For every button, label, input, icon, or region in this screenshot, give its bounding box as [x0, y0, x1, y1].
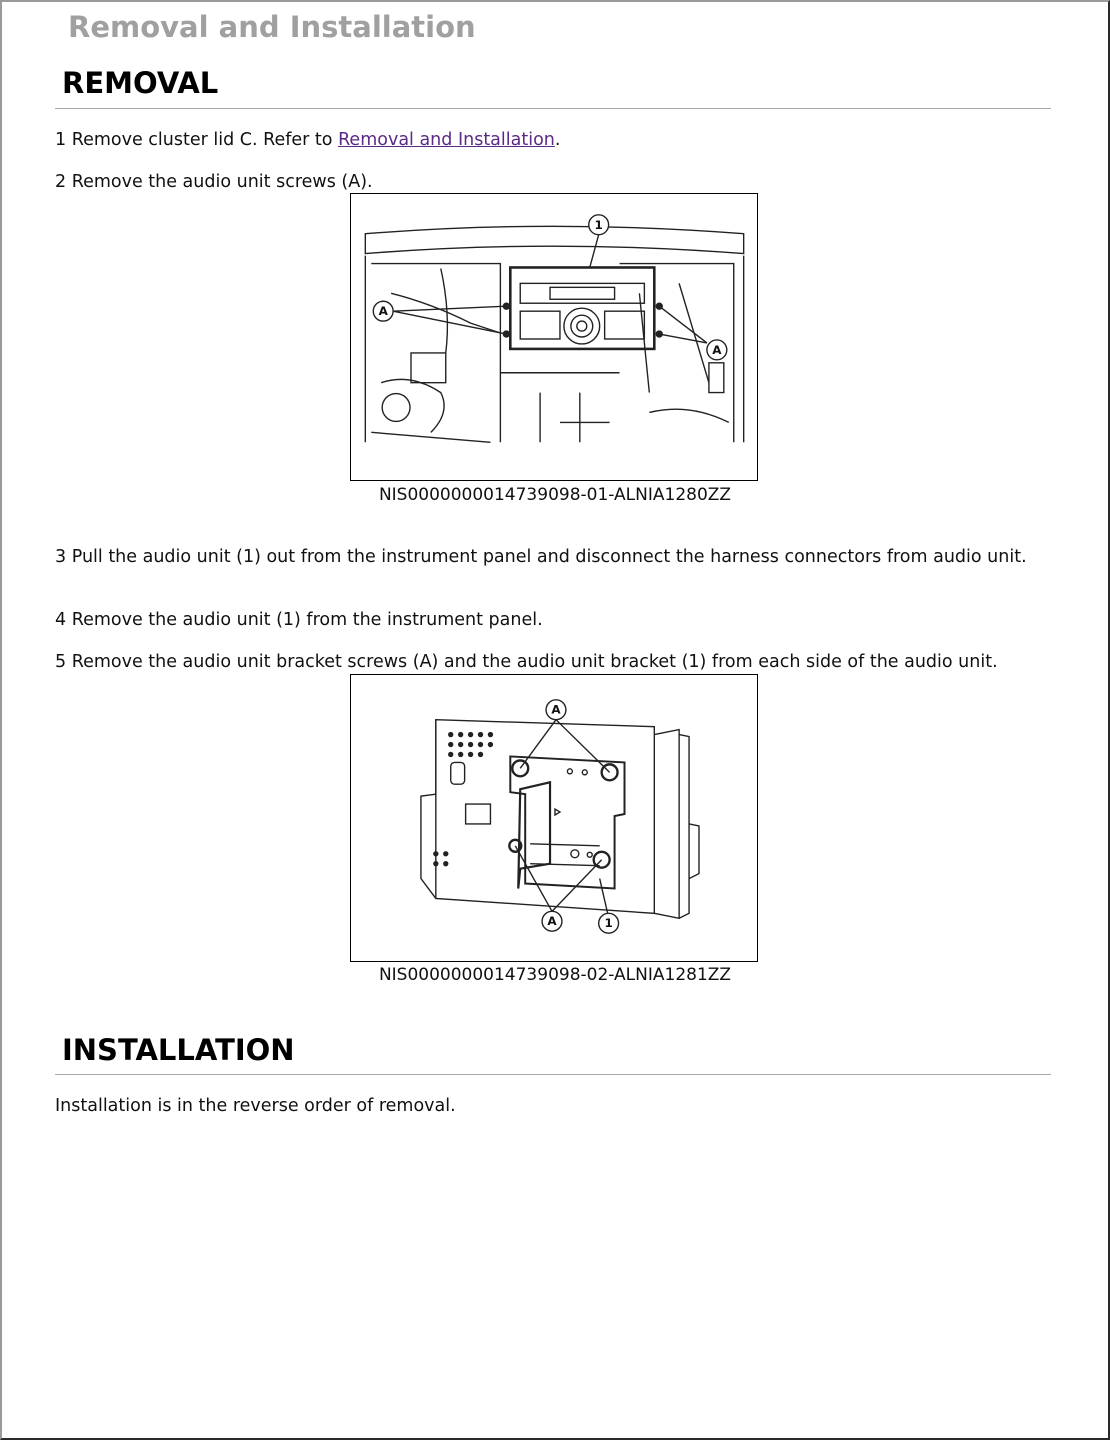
installation-heading: INSTALLATION	[62, 1033, 295, 1067]
step-1	[55, 130, 1045, 151]
callout-1-bracket: 1	[604, 916, 613, 931]
audio-unit-illustration	[351, 194, 757, 480]
removal-divider	[55, 108, 1051, 109]
document-title: Removal and Installation	[68, 10, 476, 44]
figure-audio-unit-bracket	[350, 674, 758, 962]
step-2: 2 Remove the audio unit screws (A).	[55, 172, 373, 192]
callout-1: 1	[594, 217, 603, 232]
step-3: 3 Pull the audio unit (1) out from the instrument panel and disconnect the harness connectors from audio unit.	[55, 547, 1027, 567]
figure-1-caption: NIS0000000014739098-01-ALNIA1280ZZ	[378, 485, 732, 505]
callout-a-left: A	[378, 304, 388, 319]
removal-installation-link[interactable]: Removal and Installation	[338, 130, 555, 150]
bracket-illustration	[351, 675, 757, 961]
installation-divider	[55, 1074, 1051, 1075]
callout-a-bottom: A	[547, 914, 557, 929]
figure-2-caption: NIS0000000014739098-02-ALNIA1281ZZ	[378, 965, 732, 985]
step-1-period: .	[554, 130, 561, 150]
installation-text: Installation is in the reverse order of removal.	[55, 1096, 456, 1116]
callout-a-top: A	[551, 702, 561, 717]
step-5: 5 Remove the audio unit bracket screws (A) and the audio unit bracket (1) from each side of the audio unit.	[55, 652, 998, 672]
step-1-text: 1 Remove cluster lid C. Refer to	[55, 130, 339, 150]
callout-a-right: A	[712, 342, 722, 357]
step-4: 4 Remove the audio unit (1) from the instrument panel.	[55, 610, 543, 630]
removal-heading: REMOVAL	[62, 66, 219, 100]
figure-audio-unit-screws	[350, 193, 758, 481]
